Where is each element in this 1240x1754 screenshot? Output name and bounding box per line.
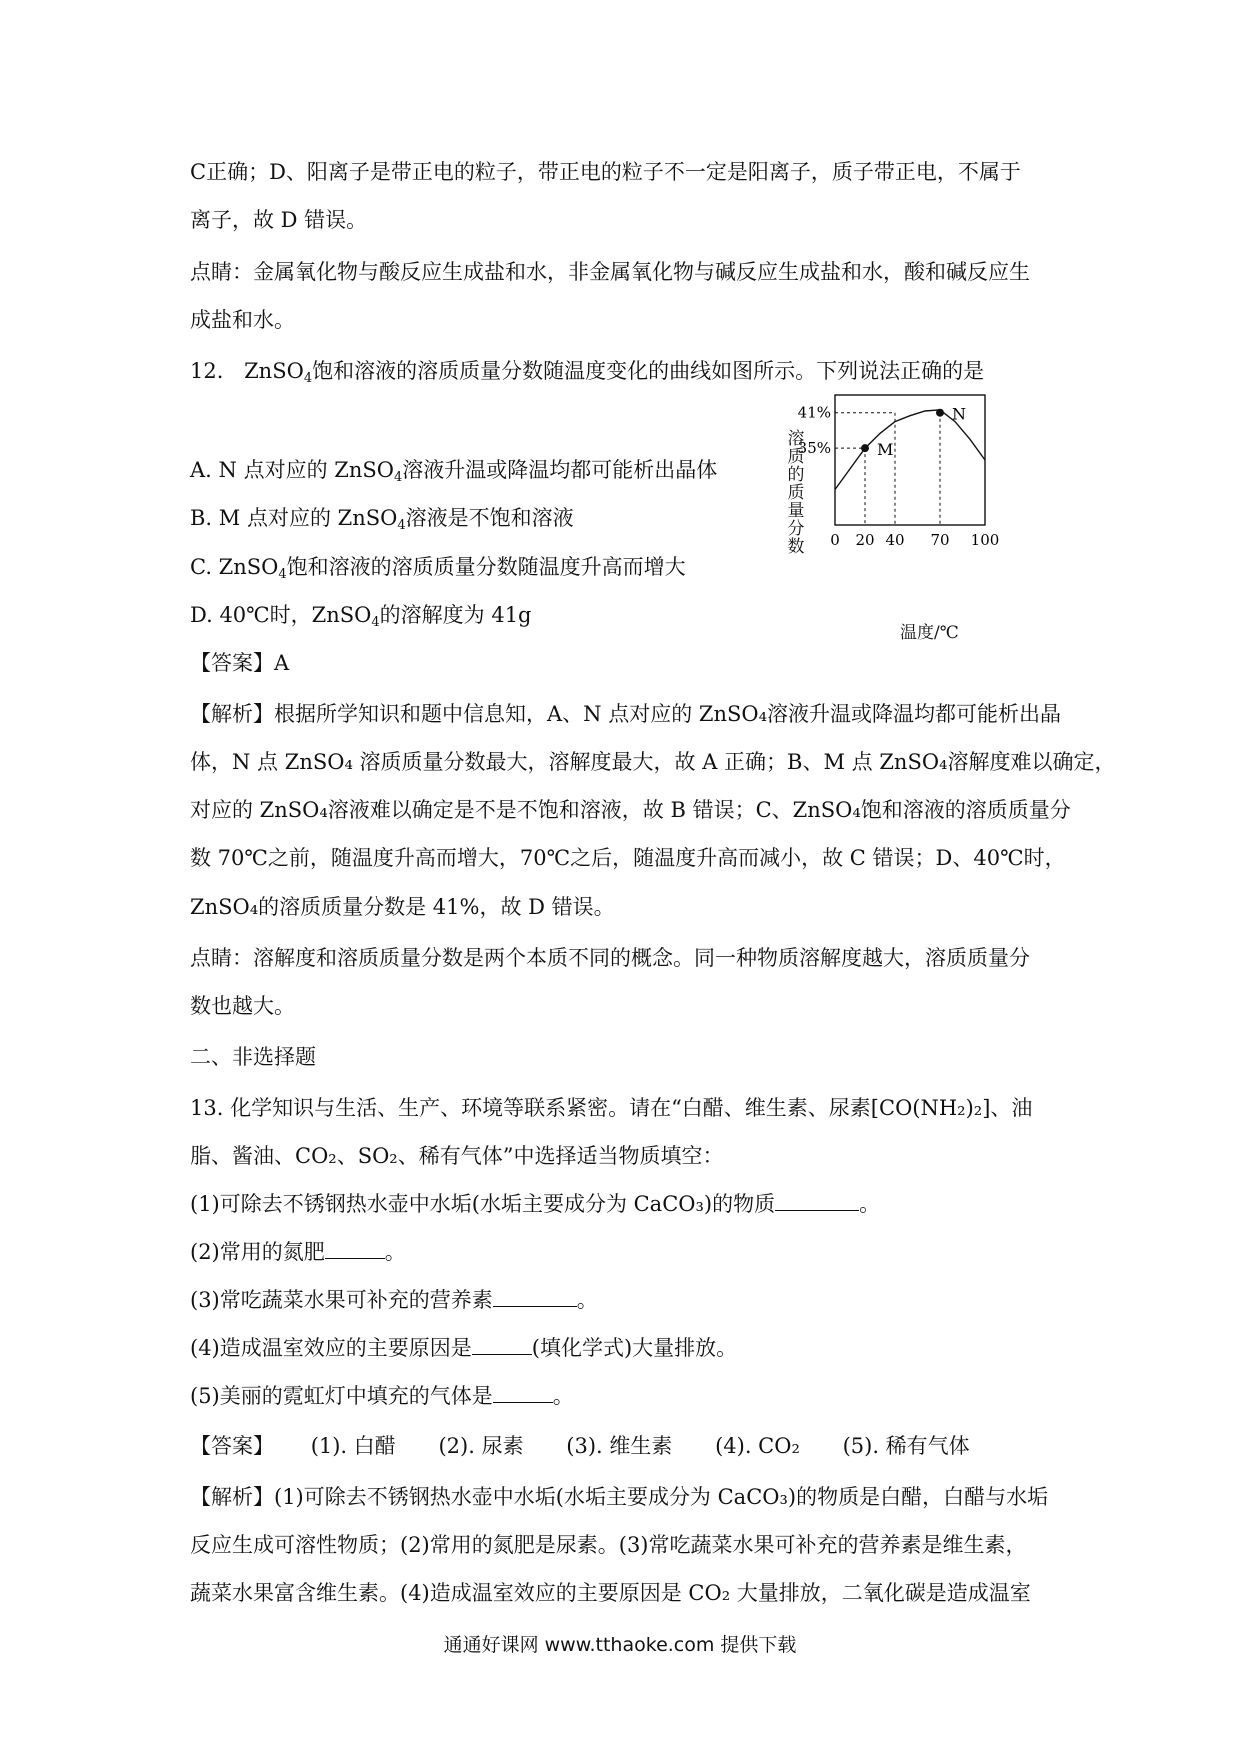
q12-analysis-1: 【解析】根据所学知识和题中信息知，A、N 点对应的 ZnSO₄溶液升温或降温均都可能析出晶 [190, 702, 1062, 726]
option-c-sub: 4 [278, 567, 287, 582]
q13-analysis-1: 【解析】(1)可除去不锈钢热水壶中水垢(水垢主要成分为 CaCO₃)的物质是白醋，白醋与水垢 [190, 1485, 1049, 1509]
chart-svg [785, 395, 1025, 640]
q12-analysis-4: 数 70℃之前，随温度升高而增大，70℃之后，随温度升高而减小，故 C 错误；D、40℃时， [190, 846, 1066, 870]
point-m [861, 444, 869, 452]
q13-sub-3-text: (3)常吃蔬菜水果可补充的营养素 [190, 1288, 493, 1312]
q12-analysis-3: 对应的 ZnSO₄溶液难以确定是不是不饱和溶液，故 B 错误；C、ZnSO₄饱和溶液的溶质质量分 [190, 798, 1071, 822]
option-a [190, 456, 717, 492]
section-heading: 二、非选择题 [190, 1045, 316, 1069]
x-tick-label: 20 [855, 531, 875, 549]
chart-x-axis-label: 温度/℃ [900, 623, 959, 643]
point-label-m: M [877, 440, 894, 460]
option-b-post: 溶液是不饱和溶液 [405, 506, 574, 530]
q13-blank-3[interactable] [493, 1286, 577, 1307]
x-tick-label: 100 [970, 531, 1000, 549]
q13-stem-2: 脂、酱油、CO₂、SO₂、稀有气体”中选择适当物质填空： [190, 1144, 724, 1168]
q13-stem-1: 13. 化学知识与生活、生产、环境等联系紧密。请在“白醋、维生素、尿素[CO(NH₂)₂]、油 [190, 1096, 1033, 1120]
q13-blank-1[interactable] [775, 1190, 859, 1211]
q13-sub-2-end: 。 [384, 1240, 406, 1264]
option-d-sub: 4 [371, 615, 380, 630]
q13-sub-5 [190, 1382, 574, 1410]
q12-analysis-2: 体，N 点 ZnSO₄ 溶质质量分数最大，溶解度最大，故 A 正确；B、M 点 ZnSO₄溶解度难以确定， [190, 750, 1116, 774]
q12-stem-text: 饱和溶液的溶质质量分数随温度变化的曲线如图所示。下列说法正确的是 [312, 359, 985, 383]
q12-stem-formula: ZnSO [244, 359, 304, 383]
q13-sub-1 [190, 1190, 880, 1218]
q13-answer-2: (2). 尿素 [438, 1434, 524, 1458]
tip-line-1: 点睛：金属氧化物与酸反应生成盐和水，非金属氧化物与碱反应生成盐和水，酸和碱反应生 [190, 260, 1030, 284]
q13-sub-2-text: (2)常用的氮肥 [190, 1240, 325, 1264]
q12-analysis-5: ZnSO₄的溶质质量分数是 41%，故 D 错误。 [190, 895, 615, 919]
q13-sub-3-end: 。 [576, 1288, 598, 1312]
option-b-sub: 4 [397, 518, 406, 533]
q13-sub-4-text: (4)造成温室效应的主要原因是 [190, 1336, 472, 1360]
option-b-pre: B. M 点对应的 ZnSO [190, 506, 398, 530]
option-c-post: 饱和溶液的溶质质量分数随温度升高而增大 [286, 555, 686, 579]
point-n [936, 409, 944, 417]
option-c [190, 553, 686, 589]
q12-stem-subscript: 4 [303, 371, 313, 386]
option-a-pre: A. N 点对应的 ZnSO [190, 458, 394, 482]
q12-tip-2: 数也越大。 [190, 994, 295, 1018]
option-d-pre: D. 40℃时，ZnSO [190, 603, 372, 627]
q13-answer [190, 1432, 1006, 1460]
q13-answer-3: (3). 维生素 [566, 1434, 673, 1458]
q13-analysis-3: 蔬菜水果富含维生素。(4)造成温室效应的主要原因是 CO₂ 大量排放，二氧化碳是造成温室 [190, 1581, 1031, 1605]
point-label-n: N [952, 404, 966, 424]
q12-tip-1: 点睛：溶解度和溶质质量分数是两个本质不同的概念。同一种物质溶解度越大，溶质质量分 [190, 946, 1030, 970]
q13-sub-2 [190, 1238, 406, 1266]
x-tick-label: 0 [830, 531, 840, 549]
q13-blank-5[interactable] [493, 1382, 553, 1403]
tip-line-2: 成盐和水。 [190, 308, 295, 332]
q12-answer: 【答案】A [190, 651, 290, 675]
x-tick-label: 70 [930, 531, 950, 549]
y-tick-label: 35% [797, 439, 831, 458]
q13-blank-4[interactable] [472, 1334, 532, 1355]
intro-line-1: C正确；D、阳离子是带正电的粒子，带正电的粒子不一定是阳离子，质子带正电，不属于 [190, 160, 1021, 184]
option-c-pre: C. ZnSO [190, 555, 279, 579]
q13-answer-4: (4). CO₂ [715, 1434, 800, 1458]
q13-answer-1: (1). 白醋 [310, 1434, 396, 1458]
option-d [190, 601, 532, 637]
x-tick-label: 40 [885, 531, 905, 549]
q13-sub-3 [190, 1286, 598, 1314]
q13-sub-1-text: (1)可除去不锈钢热水壶中水垢(水垢主要成分为 CaCO₃)的物质 [190, 1192, 776, 1216]
intro-line-2: 离子，故 D 错误。 [190, 208, 368, 232]
q13-blank-2[interactable] [325, 1238, 385, 1259]
q12-stem [190, 357, 984, 393]
q13-analysis-2: 反应生成可溶性物质；(2)常用的氮肥是尿素。(3)常吃蔬菜水果可补充的营养素是维生素， [190, 1533, 1027, 1557]
option-d-post: 的溶解度为 41g [379, 603, 532, 627]
solubility-chart [785, 395, 1025, 643]
q13-sub-5-end: 。 [552, 1384, 574, 1408]
q13-sub-5-text: (5)美丽的霓虹灯中填充的气体是 [190, 1384, 493, 1408]
q13-sub-1-end: 。 [859, 1192, 881, 1216]
page-footer: 通通好课网 www.tthaoke.com 提供下载 [443, 1634, 797, 1656]
chart-y-axis-label: 溶质的质量分数 [787, 429, 805, 557]
option-b [190, 504, 574, 540]
y-tick-label: 41% [797, 403, 831, 422]
option-a-post: 溶液升温或降温均都可能析出晶体 [402, 458, 718, 482]
q13-sub-4-end: (填化学式)大量排放。 [531, 1336, 738, 1360]
q13-sub-4 [190, 1334, 737, 1362]
option-a-sub: 4 [393, 470, 403, 485]
q13-answer-label: 【答案】 [190, 1434, 274, 1458]
q12-number: 12. [190, 359, 224, 383]
q13-answer-5: (5). 稀有气体 [842, 1434, 970, 1458]
